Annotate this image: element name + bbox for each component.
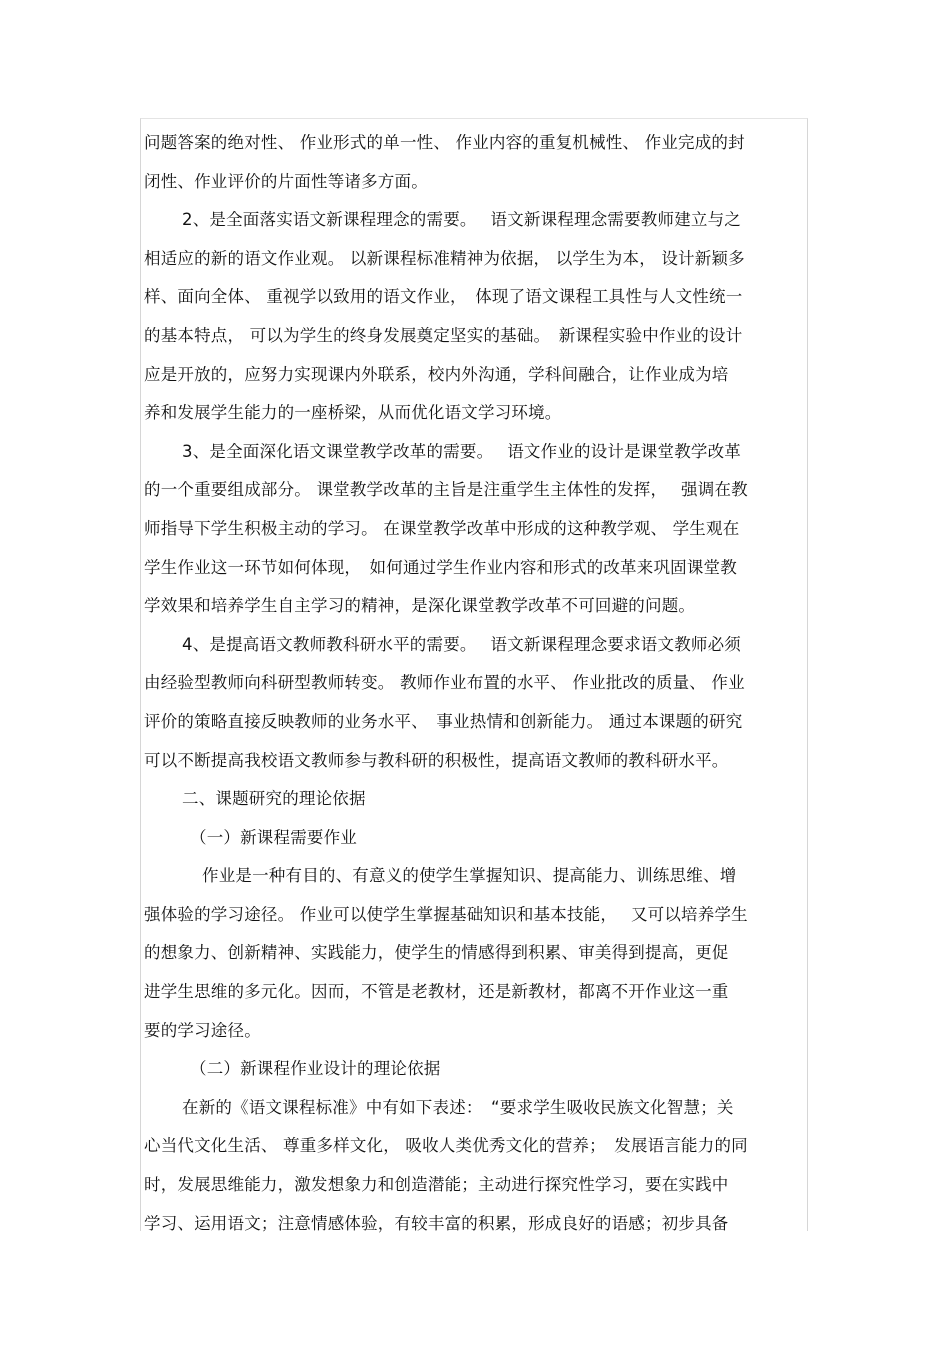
text-line: 的一个重要组成部分。 课堂教学改革的主旨是注重学生主体性的发挥， 强调在教 [144, 480, 748, 500]
text-line: 学习、运用语文；注意情感体验，有较丰富的积累，形成良好的语感；初步具备 [144, 1213, 729, 1233]
subsection-heading: （二）新课程作业设计的理论依据 [190, 1059, 441, 1079]
paragraph-start: 4、是提高语文教师教科研水平的需要。 语文新课程理念要求语文教师必须 [182, 634, 741, 654]
text-line: 样、面向全体、 重视学以致用的语文作业， 体现了语文课程工具性与人文性统一 [144, 287, 743, 307]
text-line: 学效果和培养学生自主学习的精神，是深化课堂教学改革不可回避的问题。 [144, 596, 696, 616]
text-line: 强体验的学习途径。 作业可以使学生掌握基础知识和基本技能， 又可以培养学生 [144, 904, 748, 924]
text-line: 相适应的新的语文作业观。 以新课程标准精神为依据， 以学生为本， 设计新颖多 [144, 248, 745, 268]
text-line: 师指导下学生积极主动的学习。 在课堂教学改革中形成的这种教学观、 学生观在 [144, 518, 740, 538]
paragraph-start: 2、是全面落实语文新课程理念的需要。 语文新课程理念需要教师建立与之 [182, 210, 741, 230]
text-line: 可以不断提高我校语文教师参与教科研的积极性，提高语文教师的教科研水平。 [144, 750, 729, 770]
paragraph-start: 作业是一种有目的、有意义的使学生掌握知识、提高能力、训练思维、增 [202, 866, 737, 886]
paragraph-start: 在新的《语文课程标准》中有如下表述： “要求学生吸收民族文化智慧；关 [182, 1097, 734, 1117]
document-body [144, 124, 804, 1243]
text-line: 的基本特点， 可以为学生的终身发展奠定坚实的基础。 新课程实验中作业的设计 [144, 325, 743, 345]
text-line: 闭性、作业评价的片面性等诸多方面。 [144, 171, 428, 191]
text-line: 进学生思维的多元化。因而，不管是老教材，还是新教材，都离不开作业这一重 [144, 982, 729, 1002]
text-line: 养和发展学生能力的一座桥梁，从而优化语文学习环境。 [144, 403, 562, 423]
text-line: 要的学习途径。 [144, 1020, 261, 1040]
section-heading: 二、课题研究的理论依据 [182, 789, 366, 809]
text-line: 心当代文化生活、 尊重多样文化， 吸收人类优秀文化的营养； 发展语言能力的同 [144, 1136, 748, 1156]
subsection-heading: （一）新课程需要作业 [190, 827, 357, 847]
text-line: 应是开放的，应努力实现课内外联系，校内外沟通，学科间融合，让作业成为培 [144, 364, 729, 384]
text-line: 的想象力、创新精神、实践能力，使学生的情感得到积累、审美得到提高，更促 [144, 943, 729, 963]
paragraph-start: 3、是全面深化语文课堂教学改革的需要。 语文作业的设计是课堂教学改革 [182, 441, 741, 461]
text-line: 评价的策略直接反映教师的业务水平、 事业热情和创新能力。 通过本课题的研究 [144, 711, 743, 731]
text-line: 由经验型教师向科研型教师转变。 教师作业布置的水平、 作业批改的质量、 作业 [144, 673, 745, 693]
text-line: 问题答案的绝对性、 作业形式的单一性、 作业内容的重复机械性、 作业完成的封 [144, 133, 745, 152]
text-line: 学生作业这一环节如何体现， 如何通过学生作业内容和形式的改革来巩固课堂教 [144, 557, 737, 577]
text-line: 时，发展思维能力，激发想象力和创造潜能；主动进行探究性学习，要在实践中 [144, 1175, 729, 1195]
